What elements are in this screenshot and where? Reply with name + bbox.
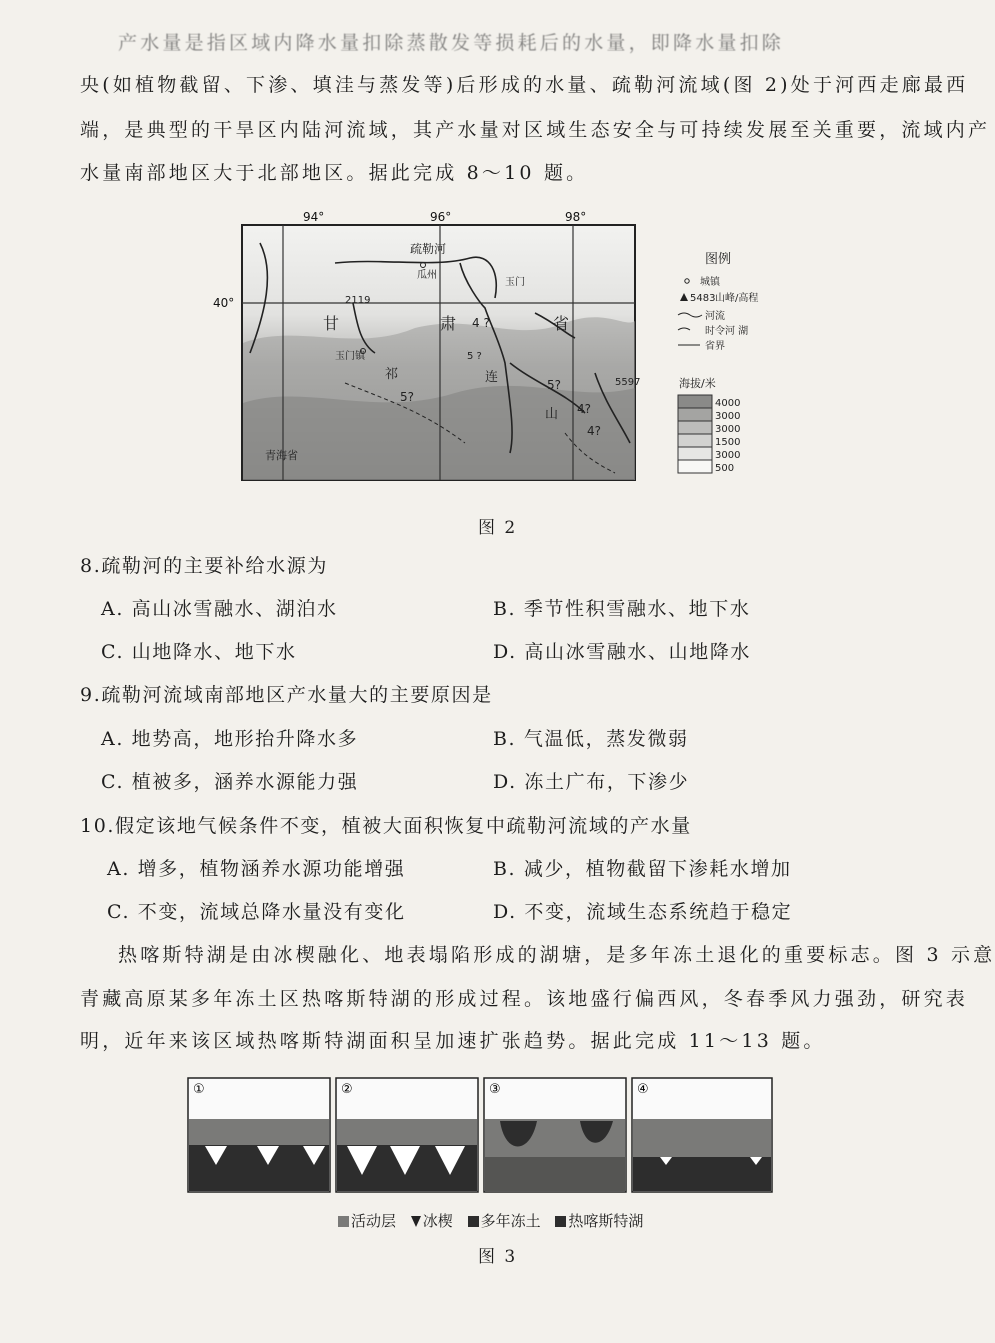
panel-4 <box>632 1078 772 1192</box>
lon-98: 98° <box>565 210 587 224</box>
q8-option-c[interactable]: C. 山地降水、地下水 <box>101 641 297 663</box>
panel-3-label: ③ <box>489 1082 501 1097</box>
passage2-line-1: 热喀斯特湖是由冰楔融化、地表塌陷形成的湖塘，是多年冻土退化的重要标志。图 3 示意 <box>118 944 995 966</box>
q10-stem: 10.假定该地气候条件不变，植被大面积恢复中疏勒河流域的产水量 <box>80 815 692 837</box>
elev-title: 海拔/米 <box>679 377 716 390</box>
q8-option-d[interactable]: D. 高山冰雪融水、山地降水 <box>493 641 752 663</box>
svg-text:3000: 3000 <box>715 424 741 435</box>
q10-option-b[interactable]: B. 减少，植物截留下渗耗水增加 <box>493 858 792 880</box>
legend-permafrost: 多年冻土 <box>480 1212 541 1230</box>
legend-ice-wedge: 冰楔 <box>422 1212 453 1230</box>
legend-thermokarst-lake: 热喀斯特湖 <box>568 1212 644 1230</box>
label-peak-d: 5? <box>547 378 562 392</box>
svg-text:4000: 4000 <box>715 398 741 409</box>
panel-4-label: ④ <box>637 1082 649 1097</box>
q8-option-a[interactable]: A. 高山冰雪融水、湖泊水 <box>101 598 338 620</box>
panel-1-label: ① <box>193 1082 205 1097</box>
label-qi: 祁 <box>385 367 399 382</box>
label-peak-f: 4? <box>587 424 602 438</box>
intro-line-0: 产水量是指区域内降水量扣除蒸散发等损耗后的水量，即降水量扣除 <box>118 32 785 54</box>
svg-text:3000: 3000 <box>715 450 741 461</box>
panel-3 <box>484 1078 626 1192</box>
q9-stem: 9.疏勒河流域南部地区产水量大的主要原因是 <box>80 684 493 706</box>
q10-option-c[interactable]: C. 不变，流域总降水量没有变化 <box>107 901 406 923</box>
map-legend <box>678 252 758 474</box>
label-qinghai: 青海省 <box>265 449 298 462</box>
q8-option-b[interactable]: B. 季节性积雪融水、地下水 <box>493 598 751 620</box>
svg-text:3000: 3000 <box>715 411 741 422</box>
panel-2 <box>336 1078 478 1192</box>
intro-line-3: 水量南部地区大于北部地区。据此完成 8～10 题。 <box>80 162 589 184</box>
lon-96: 96° <box>430 210 452 224</box>
q9-option-a[interactable]: A. 地势高，地形抬升降水多 <box>101 728 359 750</box>
label-yumenzhen: 玉门镇 <box>335 351 365 362</box>
q8-stem: 8.疏勒河的主要补给水源为 <box>80 555 328 577</box>
svg-text:500: 500 <box>715 463 735 474</box>
label-peak-c: 5? <box>400 390 415 404</box>
q9-option-d[interactable]: D. 冻土广布，下渗少 <box>493 771 690 793</box>
label-sheng: 省 <box>553 314 570 333</box>
legend-active-layer: 活动层 <box>351 1212 397 1230</box>
figure-3-caption: 图 3 <box>478 1247 518 1267</box>
panel-2-label: ② <box>341 1082 353 1097</box>
legend-seasonal: 时令河 湖 <box>705 326 749 337</box>
lat-40: 40° <box>213 296 235 310</box>
legend-river: 河流 <box>705 311 725 322</box>
label-lian: 连 <box>485 370 499 385</box>
figure-3-legend <box>338 1210 653 1231</box>
q10-option-d[interactable]: D. 不变，流域生态系统趋于稳定 <box>493 901 793 923</box>
label-su: 肃 <box>440 314 457 333</box>
intro-line-2: 端，是典型的干旱区内陆河流域，其产水量对区域生态安全与可持续发展至关重要，流域内产 <box>80 119 991 141</box>
lon-94: 94° <box>303 210 325 224</box>
label-peak-b: 5 ? <box>467 351 482 362</box>
legend-town: 城镇 <box>700 277 720 288</box>
intro-line-1: 央(如植物截留、下渗、填洼与蒸发等)后形成的水量、疏勒河流域(图 2)处于河西走廊最西 <box>80 74 969 96</box>
figure-2-map <box>213 203 775 488</box>
label-gan: 甘 <box>323 314 340 333</box>
legend-peak: 山峰/高程 <box>715 293 759 304</box>
label-peak-2119: 2119 <box>345 295 371 306</box>
svg-text:1500: 1500 <box>715 437 741 448</box>
q10-option-a[interactable]: A. 增多，植物涵养水源功能增强 <box>107 858 406 880</box>
label-shule-river: 疏勒河 <box>410 242 447 256</box>
label-shan: 山 <box>545 407 559 422</box>
q9-option-c[interactable]: C. 植被多，涵养水源能力强 <box>101 771 359 793</box>
label-guazhou: 瓜州 <box>417 270 437 281</box>
passage2-line-2: 青藏高原某多年冻土区热喀斯特湖的形成过程。该地盛行偏西风，冬春季风力强劲，研究表 <box>80 988 969 1010</box>
legend-title: 图例 <box>705 252 732 267</box>
legend-peak-marker: 5483 <box>690 293 716 304</box>
label-elev-a: 4 ? <box>472 316 490 330</box>
panel-1 <box>188 1078 330 1192</box>
passage2-line-3: 明，近年来该区域热喀斯特湖面积呈加速扩张趋势。据此完成 11～13 题。 <box>80 1030 826 1052</box>
label-peak-e: 4? <box>577 402 592 416</box>
label-peak-5597: 5597 <box>615 377 641 388</box>
figure-2-caption: 图 2 <box>478 518 518 538</box>
label-yumen: 玉门 <box>505 277 525 288</box>
legend-boundary: 省界 <box>705 341 725 352</box>
q9-option-b[interactable]: B. 气温低，蒸发微弱 <box>493 728 689 750</box>
figure-3-diagram <box>185 1075 775 1197</box>
